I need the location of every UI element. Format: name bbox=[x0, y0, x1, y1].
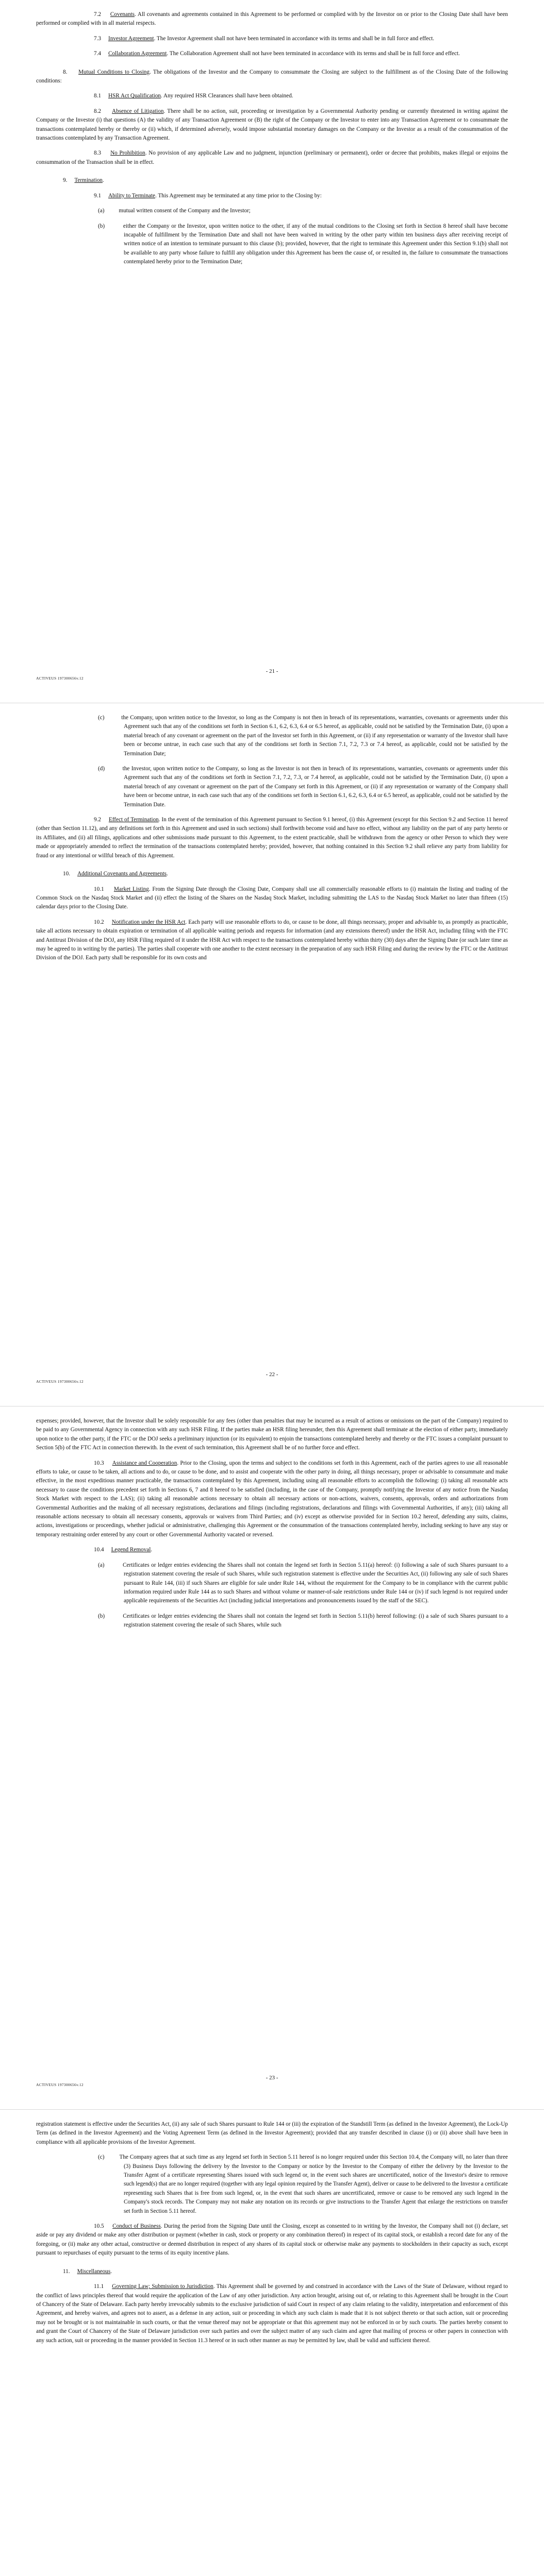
section-number: 9. bbox=[63, 177, 68, 184]
section-number: (a) bbox=[98, 1562, 105, 1568]
section-number: 8. bbox=[63, 69, 68, 75]
section-number: 9.2 bbox=[94, 817, 101, 823]
section-text: . There shall be no action, suit, proceeding or investigation by a Governmental Authority pending or currently threatened in writing against the Company or the Investor (i) that questions (A) the validity of any Transaction Agreement or (B) the right of the Company or the Investor to enter into any Transaction Agreement or to consummate the transactions contemplated hereby or thereby or (ii) which, if determined adversely, would impose substantial monetary damages on the Company or the Investor as a result of the consummation of the transactions contemplated by any Transaction Agreement. bbox=[36, 108, 508, 142]
section-title: Governing Law; Submission to Jurisdiction bbox=[112, 2283, 213, 2290]
section-text: . The obligations of the Investor and the Company to consummate the Closing are subject to the fulfillment as of the Closing Date of the following conditions: bbox=[36, 69, 508, 84]
paragraph bbox=[36, 68, 508, 86]
section-number: (a) bbox=[98, 208, 105, 214]
section-title: Additional Covenants and Agreements bbox=[77, 871, 167, 877]
section-number: 8.3 bbox=[94, 150, 101, 157]
page-body bbox=[36, 1417, 508, 2068]
page-21 bbox=[0, 0, 544, 703]
section-number: 7.3 bbox=[94, 35, 101, 42]
paragraph bbox=[36, 1612, 508, 1630]
paragraph bbox=[36, 816, 508, 860]
section-text: . No provision of any applicable Law and no judgment, injunction (preliminary or permanent), order or decree that prohibits, makes illegal or enjoins the consummation of the Transaction shall be in effect. bbox=[36, 150, 508, 165]
section-text: . This Agreement shall be governed by and construed in accordance with the Laws of the State of Delaware, without regard to the conflict of laws principles thereof that would require the application of the Law of any other jurisdiction. Any action brought, arising out of, or relating to this Agreement shall be brought in the Court of Chancery of the State of Delaware. Each party hereby irrevocably submits to the exclusive jurisdiction of said Court in respect of any claim relating to the validity, interpretation and enforcement of this Agreement, and hereby waives, and agrees not to assert, as a defense in any action, suit or proceeding in which any such claim is made that it is not subject thereto or that such action, suit or proceeding may not be brought or is not maintainable in such courts, or that the venue thereof may not be appropriate or that this agreement may not be enforced in or by such courts. The parties hereby consent to and grant the Court of Chancery of the State of Delaware jurisdiction over such parties and over the subject matter of any such claim and agree that mailing of process or other papers in connection with any such action, suit or proceeding in the manner provided in Section 11.3 hereof or in such other manner as may be permitted by law, shall be valid and sufficient thereof. bbox=[36, 2283, 508, 2344]
page-24 bbox=[0, 2110, 544, 2576]
paragraph bbox=[36, 918, 508, 963]
section-text: registration statement is effective under the Securities Act, (ii) any sale of such Shares pursuant to Rule 144 or (iii) the expiration of the Standstill Term (as defined in the Investor Agreement), the Lock-Up Term (as defined in the Investor Agreement) and the Voting Agreement Term (as defined in the Investor Agreement); provided that any transfer described in clause (i) or (ii) above shall have been in compliance with all applicable provisions of the Investor Agreement. bbox=[36, 2121, 508, 2145]
paragraph bbox=[36, 714, 508, 758]
section-text: . The Collaboration Agreement shall not have been terminated in accordance with its terms and shall be in full force and effect. bbox=[167, 50, 460, 57]
section-title: Conduct of Business bbox=[112, 2223, 161, 2230]
section-text: . During the period from the Signing Date until the Closing, except as consented to in writing by the Investor, the Company shall not (i) declare, set aside or pay any dividend or make any other distribution or payment (whether in cash, stock or property or any combination thereof) in respect of its capital stock, or establish a record date for any of the foregoing, or (ii) make any other actual, constructive or deemed distribution in respect of any shares of its capital stock or otherwise make any payments to stockholders in their capacity as such, except pursuant to repurchases of equity pursuant to the terms of its equity incentive plans. bbox=[36, 2223, 508, 2257]
paragraph bbox=[36, 2153, 508, 2216]
paragraph bbox=[36, 222, 508, 267]
section-text: Certificates or ledger entries evidencing the Shares shall not contain the legend set forth in Section 5.11(b) hereof following: (i) a sale of such Shares pursuant to a registration statement covering the resale of such Shares, while such bbox=[123, 1613, 508, 1629]
section-number: (d) bbox=[98, 766, 105, 772]
section-number: (c) bbox=[98, 2154, 105, 2161]
section-text: Certificates or ledger entries evidencing the Shares shall not contain the legend set forth in Section 5.11(a) hereof: (i) following a sale of such Shares pursuant to a registration statement covering the resale of such Shares, while such registration statement is effective under the Securities Act, (ii) following any sale of such Shares pursuant to Rule 144, (iii) if such Shares are eligible for sale under Rule 144, without the requirement for the Company to be in compliance with the current public information required under Rule 144 as to such Shares and without volume or manner-of-sale restrictions under Rule 144 or (iv) if such legend is not required under applicable requirements of the Securities Act (including judicial interpretations and pronouncements issued by the staff of the SEC). bbox=[122, 1562, 508, 1604]
section-number: 11.1 bbox=[94, 2283, 104, 2290]
page-23 bbox=[0, 1406, 544, 2110]
page-body bbox=[36, 714, 508, 1365]
section-title: No Prohibition bbox=[110, 150, 145, 157]
section-text: . In the event of the termination of this Agreement pursuant to Section 9.1 hereof, (i) this Agreement (except for this Section 9.2 and Section 11 hereof (other than Section 11.12), and any definitions set forth in this Agreement and used in such sections) shall forthwith become void and have no effect, without any liability on the part of any party hereto or its Affiliates, and (ii) all filings, applications and other submissions made pursuant to this Agreement, to the extent practicable, shall be withdrawn from the agency or other Person to which they were made or appropriately amended to reflect the termination of the transactions contemplated hereby; provided, however, that nothing contained in this Section 9.2 shall relieve any party from liability for fraud or any intentional or willful breach of this Agreement. bbox=[36, 817, 508, 859]
section-number: (b) bbox=[98, 223, 105, 229]
section-title: Market Listing bbox=[113, 886, 149, 892]
section-text: mutual written consent of the Company and the Investor; bbox=[119, 208, 251, 214]
section-text: . Each party will use reasonable efforts to do, or cause to be done, all things necessary, proper and advisable to, as promptly as practicable, take all actions necessary to obtain expiration or termination of all applicable waiting periods and requests for information (and any extensions thereof) under the HSR Act, including filing with the FTC and Antitrust Division of the DOJ, any HSR Filing required of it under the HSR Act with respect to the transactions contemplated hereby within thirty (30) days after the Signing Date (or such later time as may be agreed to in writing by the parties). The parties shall cooperate with one another to the extent necessary in the preparation of any such HSR Filing and during the review by the FTC or the Antitrust Division of the DOJ. Each party shall be responsible for its own costs and bbox=[36, 919, 508, 961]
paragraph bbox=[36, 1417, 508, 1453]
paragraph bbox=[36, 207, 508, 215]
paragraph bbox=[36, 107, 508, 143]
paragraph bbox=[36, 2222, 508, 2258]
paragraph bbox=[36, 1459, 508, 1540]
section-text: . This Agreement may be terminated at any time prior to the Closing by: bbox=[155, 192, 322, 199]
section-number: (b) bbox=[98, 1613, 105, 1619]
section-text: . Prior to the Closing, upon the terms and subject to the conditions set forth in this Agreement, each of the parties agrees to use all reasonable efforts to take, or cause to be taken, all actions and to do, or cause to be done, and to assist and cooperate with the other party in doing, all things necessary, proper or advisable to consummate and make effective, in the most expeditious manner practicable, the transactions contemplated by this Agreement, including using all reasonable efforts to accomplish the following: (i) taking all reasonable acts necessary to cause the conditions precedent set forth in Sections 6, 7 and 8 hereof to be satisfied (including, in the case of the Company, promptly notifying the Investor of any notice from the Nasdaq Stock Market with respect to the LAS); (ii) taking all reasonable actions necessary to obtain all necessary actions or non-actions, waivers, consents, approvals, orders and authorizations from Governmental Authorities and the making of all necessary registrations, declarations and filings (including registrations, declarations and filings with Governmental Authorities, if any); (iii) taking all reasonable actions necessary to obtain all necessary consents, approvals or waivers from Third Parties; and (iv) except as otherwise provided for in Section 10.2 hereof, defending any suits, claims, actions, investigations or proceedings, whether judicial or administrative, challenging this Agreement or the consummation of the transactions contemplated hereby, including seeking to have any stay or temporary restraining order entered by any court or other Governmental Authority vacated or reversed. bbox=[36, 1460, 508, 1538]
section-text: . bbox=[110, 2268, 112, 2275]
section-title: Collaboration Agreement bbox=[108, 50, 167, 57]
paragraph bbox=[36, 176, 508, 185]
section-number: (c) bbox=[98, 715, 105, 721]
section-title: Miscellaneous bbox=[77, 2268, 111, 2275]
page-number: - 21 - bbox=[266, 668, 278, 674]
paragraph bbox=[36, 885, 508, 912]
page-body bbox=[36, 10, 508, 662]
section-text: The Company agrees that at such time as any legend set forth in Section 5.11 hereof is no longer required under this Section 10.4, the Company will, no later than three (3) Business Days following the delivery by the Investor to the Company or notice by the Investor to the Company of either the delivery by the Investor to the Transfer Agent of a certificate representing Shares issued with such legend or, in the event such shares are uncertificated, notice of the Investor's desire to remove such legend(s) that are no longer required (together with any legal opinion required by the Transfer Agent), deliver or cause to be delivered to the Investor a certificate representing such Shares that is free from such legend, or, in the event that such shares are uncertificated, remove or cause to be removed any such legend in the Company's stock records. The Company may not make any notation on its records or give instructions to the Transfer Agent that enlarge the restrictions on transfer set forth in Section 5.11 hereof. bbox=[119, 2154, 508, 2214]
section-text: the Investor, upon written notice to the Company, so long as the Investor is not then in breach of its representations, warranties, covenants or agreements under this Agreement such that any of the conditions set forth in Section 7.1, 7.2, 7.3, or 7.4 hereof, as applicable, could not be satisfied by the Termination Date, (i) upon a material breach of any covenant or agreement on the part of the Company set forth in this Agreement, or (ii) if any representation or warranty of the Company shall have been or become untrue, in each case such that any of the conditions set forth in Section 6.1, 6.2, 6.3, 6.4 or 6.5 hereof, as applicable, could not be satisfied by the Termination Date. bbox=[122, 766, 508, 808]
document-footer-id: ACTIVEUS 197300656v.12 bbox=[36, 2082, 84, 2087]
paragraph bbox=[36, 149, 508, 167]
paragraph bbox=[36, 92, 508, 100]
section-text: . bbox=[102, 177, 104, 184]
section-title: Absence of Litigation bbox=[112, 108, 164, 114]
section-title: Legend Removal bbox=[111, 1547, 151, 1553]
section-number: 8.2 bbox=[94, 108, 101, 114]
paragraph bbox=[36, 35, 508, 43]
section-number: 11. bbox=[63, 2268, 70, 2275]
section-text: . All covenants and agreements contained in this Agreement to be performed or complied with by the Investor on or prior to the Closing Date shall have been performed or complied with in all material respects. bbox=[36, 11, 508, 27]
page-number: - 23 - bbox=[266, 2075, 278, 2081]
paragraph bbox=[36, 870, 508, 878]
paragraph bbox=[36, 1546, 508, 1554]
section-text: . bbox=[151, 1547, 153, 1553]
section-title: Effect of Termination bbox=[108, 817, 159, 823]
section-title: Termination bbox=[74, 177, 103, 184]
section-number: 7.2 bbox=[94, 11, 101, 18]
section-number: 10. bbox=[63, 871, 70, 877]
paragraph bbox=[36, 49, 508, 58]
paragraph bbox=[36, 2267, 508, 2276]
paragraph bbox=[36, 1561, 508, 1606]
paragraph bbox=[36, 765, 508, 809]
page-number: - 22 - bbox=[266, 1371, 278, 1378]
section-title: Investor Agreement bbox=[108, 35, 154, 42]
section-text: . From the Signing Date through the Closing Date, Company shall use all commercially reasonable efforts to (i) maintain the listing and trading of the Common Stock on the Nasdaq Stock Market and (ii) effect the listing of the Shares on the Nasdaq Stock Market, including submitting the LAS to the Nasdaq Stock Market no later than fifteen (15) calendar days prior to the Closing Date. bbox=[36, 886, 508, 910]
section-number: 10.5 bbox=[94, 2223, 104, 2230]
section-number: 10.2 bbox=[94, 919, 104, 925]
section-number: 9.1 bbox=[94, 192, 101, 199]
section-text: . Any required HSR Clearances shall have been obtained. bbox=[160, 93, 293, 99]
paragraph bbox=[36, 2282, 508, 2345]
section-title: Notification under the HSR Act bbox=[111, 919, 186, 925]
section-title: Mutual Conditions to Closing bbox=[78, 69, 150, 75]
document-footer-id: ACTIVEUS 197300656v.12 bbox=[36, 676, 84, 681]
section-number: 10.1 bbox=[94, 886, 104, 892]
section-text: the Company, upon written notice to the Investor, so long as the Company is not then in breach of its representations, warranties, covenants or agreements under this Agreement such that any of the conditions set forth in Section 6.1, 6.2, 6.3, 6.4 or 6.5 hereof, as applicable, could not be satisfied by the Termination Date, (i) upon a material breach of any covenant or agreement on the part of the Investor set forth in this Agreement, or (ii) if any representation or warranty of the Investor shall have been or become untrue, in each case such that any of the conditions set forth in Section 7.1, 7.2, 7.3 or 7.4 hereof, as applicable, could not be satisfied by the Termination Date; bbox=[121, 715, 508, 757]
document-footer-id: ACTIVEUS 197300656v.12 bbox=[36, 1379, 84, 1384]
page-body bbox=[36, 2120, 508, 2576]
section-title: Ability to Terminate bbox=[108, 192, 155, 199]
section-title: HSR Act Qualification bbox=[108, 93, 161, 99]
section-number: 10.4 bbox=[94, 1547, 104, 1553]
section-text: . bbox=[167, 871, 168, 877]
section-number: 8.1 bbox=[94, 93, 101, 99]
section-number: 10.3 bbox=[94, 1460, 104, 1466]
paragraph bbox=[36, 10, 508, 28]
paragraph bbox=[36, 192, 508, 200]
section-text: . The Investor Agreement shall not have been terminated in accordance with its terms and shall be in full force and effect. bbox=[154, 35, 435, 42]
page-22 bbox=[0, 703, 544, 1406]
section-text: expenses; provided, however, that the Investor shall be solely responsible for any fees (other than penalties that may be incurred as a result of actions or omissions on the part of the Company) required to be paid to any Governmental Agency in connection with any such HSR Filing. If the parties make an HSR filing hereunder, then this Agreement shall terminate at the election of either party, immediately upon notice to the other party, if the FTC or the DOJ seeks a preliminary injunction (or its equivalent) to enjoin the transactions contemplated hereby and thereby or the FTC issues a complaint pursuant to Section 5(b) of the FTC Act in connection therewith. In the event of such termination, this Agreement shall be of no further force and effect. bbox=[36, 1418, 508, 1451]
section-number: 7.4 bbox=[94, 50, 101, 57]
section-title: Covenants bbox=[110, 11, 135, 18]
section-text: either the Company or the Investor, upon written notice to the other, if any of the mutual conditions to the Closing set forth in Section 8 hereof shall have become incapable of fulfillment by the Termination Date and shall not have been waived in writing by the other party within ten business days after receiving receipt of written notice of an intention to terminate pursuant to this clause (b); provided, however, that the right to terminate this Agreement under this Section 9.1(b) shall not be available to any party whose failure to fulfill any obligation under this Agreement has been the cause of, or resulted in, the failure to consummate the transactions contemplated hereby prior to the Termination Date; bbox=[123, 223, 508, 265]
section-title: Assistance and Cooperation bbox=[112, 1460, 177, 1466]
paragraph bbox=[36, 2120, 508, 2147]
